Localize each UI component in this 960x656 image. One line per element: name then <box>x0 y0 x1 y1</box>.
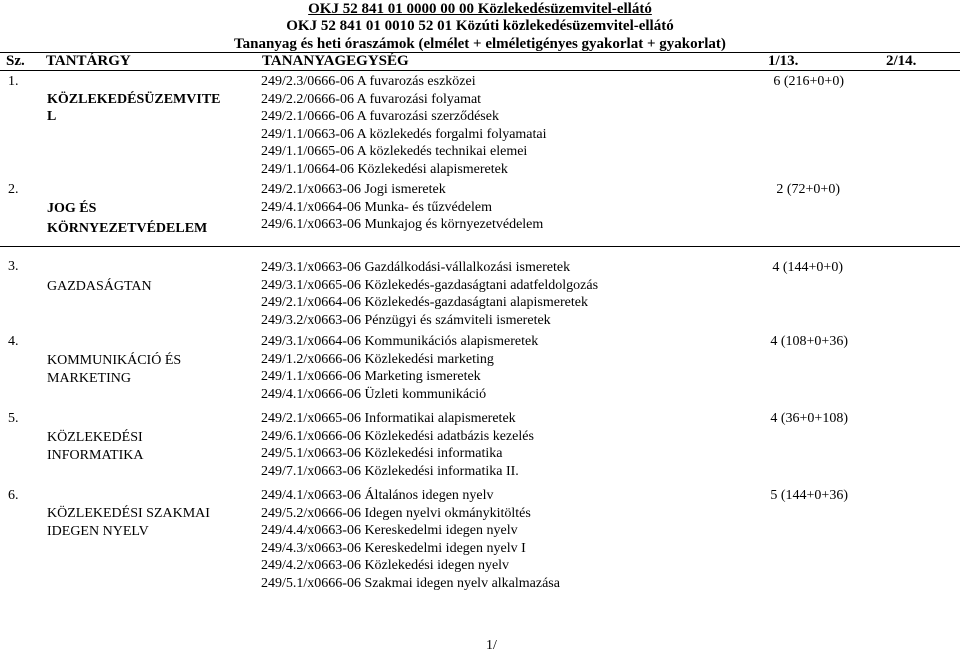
row-1-hours: 6 (216+0+0) <box>773 74 844 89</box>
row-5-number: 5. <box>8 411 19 426</box>
row-2-module: 249/6.1/x0663-06 Munkajog és környezetvédelem <box>261 217 544 233</box>
col-header-sz: Sz. <box>6 53 25 69</box>
row-4-module: 249/1.1/x0666-06 Marketing ismeretek <box>261 369 481 385</box>
row-6-module: 249/5.1/x0666-06 Szakmai idegen nyelv alkalmazása <box>261 575 560 591</box>
row-1-module: 249/2.1/0666-06 A fuvarozási szerződések <box>261 109 499 125</box>
row-6-module: 249/4.1/x0663-06 Általános idegen nyelv <box>261 488 494 503</box>
row-2-subject-line-1: JOG ÉS <box>47 201 97 216</box>
row-4-module: 249/1.2/x0666-06 Közlekedési marketing <box>261 351 494 367</box>
col-header-tananyagegyseg: TANANYAGEGYSÉG <box>262 53 409 69</box>
row-5-hours: 4 (36+0+108) <box>770 411 848 426</box>
row-2-hours: 2 (72+0+0) <box>776 182 840 197</box>
row-4-subject-line-1: KOMMUNIKÁCIÓ ÉS <box>47 353 182 368</box>
row-6-subject-line-2: IDEGEN NYELV <box>47 524 149 539</box>
row-6-module: 249/5.2/x0666-06 Idegen nyelvi okmánykitöltés <box>261 505 531 521</box>
row-2-subject <box>47 200 207 237</box>
row-3-number: 3. <box>8 259 19 274</box>
row-1-module: 249/1.1/0663-06 A közlekedés forgalmi folyamatai <box>261 126 547 142</box>
row-4-subject <box>47 352 181 387</box>
row-1-subject-line-2: L <box>47 109 57 124</box>
col-header-year-2: 2/14. <box>886 53 917 69</box>
row-1-module: 249/2.3/0666-06 A fuvarozás eszközei <box>261 74 476 89</box>
page-number: 1/ <box>486 638 497 653</box>
row-3-subject <box>47 278 152 295</box>
row-2-subject-line-2: KÖRNYEZETVÉDELEM <box>47 221 208 236</box>
doc-title-line-3: Tananyag és heti óraszámok (elmélet + elméletigényes gyakorlat + gyakorlat) <box>234 36 726 52</box>
row-5-subject-line-1: KÖZLEKEDÉSI <box>47 430 143 445</box>
row-1-modules <box>261 73 547 179</box>
row-1-subject-line-1: KÖZLEKEDÉSÜZEMVITE <box>47 92 221 107</box>
doc-title-line-1: OKJ 52 841 01 0000 00 00 Közlekedésüzemvitel-ellátó <box>308 1 652 17</box>
row-3-module: 249/3.2/x0663-06 Pénzügyi és számviteli ismeretek <box>261 312 551 328</box>
row-5-modules <box>261 410 534 480</box>
row-5-module: 249/5.1/x0663-06 Közlekedési informatika <box>261 446 503 462</box>
row-6-module: 249/4.4/x0663-06 Kereskedelmi idegen nyelv <box>261 523 518 539</box>
row-6-module: 249/4.2/x0663-06 Közlekedési idegen nyelv <box>261 558 510 574</box>
col-header-tantargy: TANTÁRGY <box>46 53 131 69</box>
row-5-module: 249/6.1/x0666-06 Közlekedési adatbázis kezelés <box>261 428 534 444</box>
row-2-module: 249/2.1/x0663-06 Jogi ismeretek <box>261 182 446 197</box>
row-3-subject-line-1: GAZDASÁGTAN <box>47 279 152 294</box>
row-3-module: 249/3.1/x0663-06 Gazdálkodási-vállalkozási ismeretek <box>261 260 571 275</box>
row-4-module: 249/4.1/x0666-06 Üzleti kommunikáció <box>261 386 487 402</box>
row-2-modules <box>261 181 543 234</box>
col-header-year-1: 1/13. <box>768 53 799 69</box>
row-1-module: 249/2.2/0666-06 A fuvarozási folyamat <box>261 91 482 107</box>
rule-top <box>0 52 960 53</box>
row-2-module: 249/4.1/x0664-06 Munka- és tűzvédelem <box>261 199 492 215</box>
row-4-hours: 4 (108+0+36) <box>770 334 848 349</box>
row-5-module: 249/2.1/x0665-06 Informatikai alapismeretek <box>261 411 516 426</box>
row-6-number: 6. <box>8 488 19 503</box>
row-6-module: 249/4.3/x0663-06 Kereskedelmi idegen nyelv I <box>261 540 526 556</box>
doc-title-line-2: OKJ 52 841 01 0010 52 01 Közúti közlekedésüzemvitel-ellátó <box>286 18 674 34</box>
row-2-number: 2. <box>8 182 19 197</box>
row-4-module: 249/3.1/x0664-06 Kommunikációs alapismeretek <box>261 334 539 349</box>
row-5-subject <box>47 429 143 464</box>
row-6-modules <box>261 487 560 593</box>
row-5-module: 249/7.1/x0663-06 Közlekedési informatika II. <box>261 463 519 479</box>
rule-header-bottom <box>0 70 960 71</box>
row-3-hours: 4 (144+0+0) <box>772 260 843 275</box>
row-3-module: 249/3.1/x0665-06 Közlekedés-gazdaságtani adatfeldolgozás <box>261 277 599 293</box>
row-4-subject-line-2: MARKETING <box>47 371 131 386</box>
row-4-number: 4. <box>8 334 19 349</box>
row-4-modules <box>261 333 538 403</box>
row-1-subject <box>47 91 221 125</box>
rule-section-break <box>0 246 960 247</box>
row-6-subject-line-1: KÖZLEKEDÉSI SZAKMAI <box>47 506 210 521</box>
row-1-number: 1. <box>8 74 19 89</box>
row-1-module: 249/1.1/0664-06 Közlekedési alapismeretek <box>261 161 508 177</box>
row-6-subject <box>47 505 210 540</box>
row-6-hours: 5 (144+0+36) <box>770 488 848 503</box>
row-3-module: 249/2.1/x0664-06 Közlekedés-gazdaságtani alapismeretek <box>261 295 588 311</box>
row-1-module: 249/1.1/0665-06 A közlekedés technikai elemei <box>261 144 528 160</box>
row-5-subject-line-2: INFORMATIKA <box>47 448 144 463</box>
row-3-modules <box>261 259 598 329</box>
